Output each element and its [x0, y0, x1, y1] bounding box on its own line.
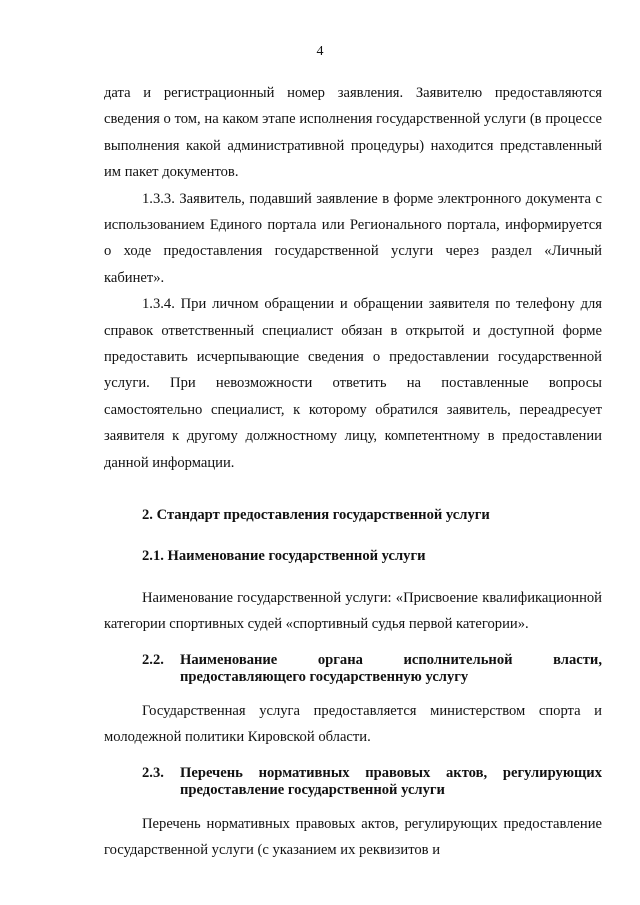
section-heading-2-2: [104, 652, 602, 686]
paragraph-service-name: Наименование государственной услуги: «Присвоение квалификационной категории спортивных судей «спортивный судья первой категории».: [104, 589, 602, 633]
section-heading-2-3: [104, 765, 602, 799]
paragraph-authority: Государственная услуга предоставляется министерством спорта и молодежной политики Кировской области.: [104, 702, 602, 746]
document-body: [104, 80, 602, 863]
page-number: 4: [316, 44, 324, 59]
paragraph-legal-acts: Перечень нормативных правовых актов, регулирующих предоставление государственной услуги (с указанием их реквизитов и: [104, 815, 602, 858]
section-heading-2-1: 2.1. Наименование государственной услуги: [142, 547, 426, 564]
paragraph-continuation: дата и регистрационный номер заявления. Заявителю предоставляются сведения о том, на каком этапе исполнения государственной услуги (в процессе выполнения какой административной процедуры) находится представленный им пакет документов.: [104, 85, 602, 181]
heading-number: 2.2.: [142, 651, 164, 668]
heading-number: 2.3.: [142, 764, 164, 781]
paragraph-1-3-3: 1.3.3. Заявитель, подавший заявление в форме электронного документа с использованием Единого портала или Регионального портала, информируется о ходе предоставления государственной услуги через раздел «Личный кабинет».: [104, 190, 602, 286]
heading-text: Перечень нормативных правовых актов, регулирующих предоставление государственной услуги: [180, 764, 602, 798]
section-heading-2: 2. Стандарт предоставления государственной услуги: [142, 507, 490, 524]
heading-text: Наименование органа исполнительной власти, предоставляющего государственную услугу: [180, 651, 602, 685]
paragraph-1-3-4: 1.3.4. При личном обращении и обращении заявителя по телефону для справок ответственный специалист обязан в открытой и доступной форме предоставить исчерпывающие сведения о предоставлении государственной услуги. При невозможности ответить на поставленные вопросы самостоятельно специалист, к которому обратился заявитель, переадресует заявителя к другому должностному лицу, компетентному в предоставлении данной информации.: [104, 296, 602, 471]
